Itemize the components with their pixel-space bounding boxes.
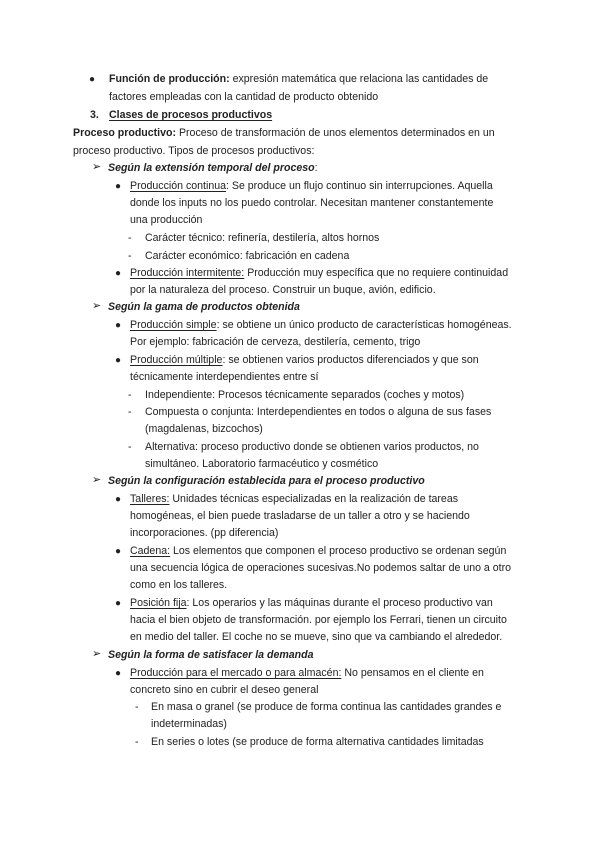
term-proceso-productivo: Proceso productivo: (73, 127, 177, 139)
bullet-marker: ● (115, 268, 122, 279)
definition-text: : se obtiene un único producto de características homogéneas. (216, 319, 512, 331)
arrow-marker: ➢ (92, 300, 102, 312)
bullet-marker: ● (115, 181, 122, 192)
dash-marker: - (135, 736, 139, 748)
text-line: por la naturaleza del proceso. Construir un buque, avión, edificio. (130, 284, 436, 296)
dash-marker: - (135, 701, 139, 713)
list-item: En series o lotes (se produce de forma alternativa cantidades limitadas (151, 736, 484, 748)
list-item: Carácter técnico: refinería, destilería, altos hornos (145, 232, 380, 244)
term-text: Posición fija (130, 597, 187, 609)
arrow-marker: ➢ (92, 474, 102, 486)
term-text: Producción múltiple (130, 354, 223, 366)
subheading-colon: : (314, 162, 318, 174)
text-line: una secuencia lógica de operaciones sucesivas.No podemos saltar de uno a otro (130, 562, 512, 574)
definition-text: : Se produce un flujo continuo sin interrupciones. Aquella (226, 180, 493, 192)
dash-marker: - (128, 406, 132, 418)
dash-marker: - (128, 441, 132, 453)
text-line: como en los talleres. (130, 579, 228, 591)
text-line: incorporaciones. (pp diferencia) (130, 527, 279, 539)
text-line: técnicamente interdependientes entre sí (130, 371, 319, 383)
subheading-gama-productos: Según la gama de productos obtenida (108, 301, 300, 313)
dash-marker: - (128, 232, 132, 244)
section-number: 3. (90, 109, 99, 121)
definition-text: : Los operarios y las máquinas durante el proceso productivo van (186, 597, 493, 609)
definition-text: Unidades técnicas especializadas en la realización de tareas (169, 493, 459, 505)
bullet-marker: ● (115, 546, 122, 557)
paragraph-proceso-productivo (73, 125, 495, 142)
list-item: Compuesta o conjunta: Interdependientes en todos o alguna de sus fases (145, 406, 492, 418)
subheading-text: Según la extensión temporal del proceso (108, 162, 315, 174)
subheading-extension-temporal (108, 160, 318, 177)
bullet-marker: ● (115, 355, 122, 366)
bullet-marker: ● (115, 668, 122, 679)
dash-marker: - (128, 389, 132, 401)
term-text: Producción para el mercado o para almacén: (130, 667, 342, 679)
section-heading: Clases de procesos productivos (109, 109, 273, 121)
item-produccion-multiple (130, 352, 479, 369)
text-line: factores empleadas con la cantidad de producto obtenido (109, 91, 379, 103)
definition-text: No pensamos en el cliente en (341, 667, 484, 679)
item-cadena (130, 543, 506, 560)
term-funcion-produccion: Función de producción: (109, 73, 230, 85)
item-produccion-continua (130, 178, 493, 195)
text-line: (magdalenas, bizcochos) (145, 423, 263, 435)
list-item: Carácter económico: fabricación en cadena (145, 250, 350, 262)
bullet-marker: ● (115, 598, 122, 609)
bullet-marker: ● (89, 74, 96, 85)
definition-text: expresión matemática que relaciona las cantidades de (229, 73, 489, 85)
item-produccion-mercado (130, 665, 484, 682)
list-item: Alternativa: proceso productivo donde se obtienen varios productos, no (145, 441, 479, 453)
text-line: homogéneas, el bien puede trasladarse de un taller a otro y se haciendo (130, 510, 470, 522)
text-line: simultáneo. Laboratorio farmacéutico y cosmético (145, 458, 379, 470)
text-line: una producción (130, 214, 203, 226)
subheading-configuracion: Según la configuración establecida para el proceso productivo (108, 475, 425, 487)
arrow-marker: ➢ (92, 648, 102, 660)
subheading-forma-demanda: Según la forma de satisfacer la demanda (108, 649, 314, 661)
text-line: concreto sino en cubrir el deseo general (130, 684, 319, 696)
item-produccion-intermitente (130, 265, 508, 282)
term-text: Cadena: (130, 545, 171, 557)
text-line: proceso productivo. Tipos de procesos productivos: (73, 145, 315, 157)
list-item: En masa o granel (se produce de forma continua las cantidades grandes e (151, 701, 502, 713)
bullet-marker: ● (115, 320, 122, 331)
item-posicion-fija (130, 595, 493, 612)
paragraph-funcion-produccion (109, 71, 488, 88)
list-item: Independiente: Procesos técnicamente separados (coches y motos) (145, 389, 465, 401)
definition-text: Los elementos que componen el proceso productivo se ordenan según (170, 545, 507, 557)
dash-marker: - (128, 250, 132, 262)
text-line: indeterminadas) (151, 718, 227, 730)
text-line: hacia el bien objeto de transformación. por ejemplo los Ferrari, tienen un circuito (130, 614, 507, 626)
item-talleres (130, 491, 458, 508)
bullet-marker: ● (115, 494, 122, 505)
definition-text: Producción muy específica que no requiere continuidad (244, 267, 509, 279)
text-line: en medio del taller. El coche no se mueve, sino que va cambiando el alrededor. (130, 631, 503, 643)
term-text: Producción continua (130, 180, 226, 192)
text-line: donde los inputs no los puedo controlar. Necesitan mantener constantemente (130, 197, 494, 209)
text-line: Por ejemplo: fabricación de cerveza, destilería, cemento, trigo (130, 336, 421, 348)
term-text: Producción intermitente: (130, 267, 245, 279)
definition-text: : se obtienen varios productos diferenciados y que son (222, 354, 479, 366)
term-text: Talleres: (130, 493, 170, 505)
item-produccion-simple (130, 317, 512, 334)
arrow-marker: ➢ (92, 161, 102, 173)
definition-text: Proceso de transformación de unos elementos determinados en un (176, 127, 495, 139)
term-text: Producción simple (130, 319, 217, 331)
